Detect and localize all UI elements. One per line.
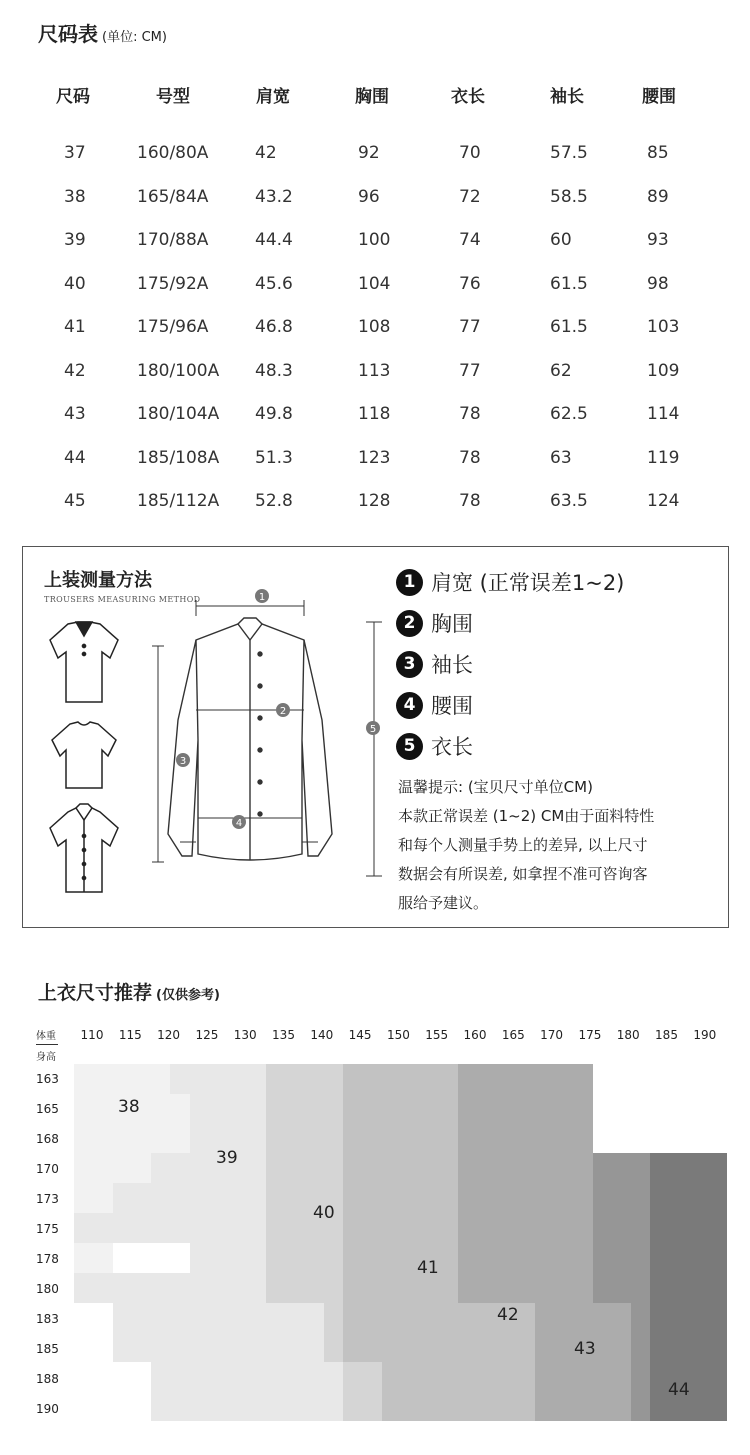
table-cell: 78 (459, 447, 481, 468)
table-cell: 124 (647, 491, 680, 511)
table-cell: 45.6 (255, 273, 293, 294)
table-cell: 76 (459, 273, 481, 294)
table-cell: 123 (358, 447, 391, 468)
weight-tick: 175 (578, 1028, 602, 1042)
number-badge-icon: 4 (396, 692, 423, 719)
table-cell: 45 (64, 491, 86, 511)
height-tick: 183 (36, 1312, 59, 1326)
weight-tick: 145 (348, 1028, 372, 1042)
table-cell: 160/80A (137, 143, 209, 163)
title-text: 尺码表 (38, 22, 98, 46)
weight-tick: 135 (272, 1028, 295, 1042)
weight-tick: 140 (310, 1028, 334, 1042)
table-cell: 44 (64, 447, 86, 468)
note-line: 本款正常误差 (1~2) CM由于面料特性 (398, 807, 655, 825)
height-tick: 185 (36, 1342, 59, 1356)
table-cell: 63 (550, 447, 572, 468)
table-header: 号型 (156, 87, 190, 107)
table-cell: 62 (550, 360, 572, 381)
weight-tick: 190 (693, 1028, 717, 1042)
table-cell: 43 (64, 404, 86, 424)
weight-tick: 170 (540, 1028, 564, 1042)
weight-tick: 115 (118, 1028, 142, 1042)
legend-label: 肩宽 (正常误差1~2) (431, 571, 625, 595)
table-cell: 58.5 (550, 186, 588, 207)
table-cell: 180/100A (137, 360, 220, 381)
measure-subtitle: TROUSERS MEASURING METHOD (44, 595, 201, 604)
table-header: 肩宽 (256, 87, 290, 107)
height-tick: 163 (36, 1072, 59, 1086)
title-unit: (单位: CM) (102, 30, 167, 45)
weight-tick: 125 (195, 1028, 219, 1042)
table-cell: 78 (459, 491, 481, 511)
table-cell: 57.5 (550, 143, 588, 163)
zone-size-label: 40 (313, 1203, 335, 1223)
table-cell: 113 (358, 360, 391, 381)
table-cell: 61.5 (550, 317, 588, 337)
table-cell: 51.3 (255, 447, 293, 468)
table-cell: 61.5 (550, 273, 588, 294)
table-header: 尺码 (56, 87, 90, 107)
zone-size-label: 43 (574, 1339, 596, 1359)
recommend-note: (仅供参考) (156, 988, 220, 1003)
table-cell: 77 (459, 317, 481, 337)
weight-tick: 185 (655, 1028, 678, 1042)
table-cell: 118 (358, 404, 391, 424)
legend-label: 袖长 (431, 653, 473, 677)
table-cell: 40 (64, 273, 86, 294)
note-line: 数据会有所误差, 如拿捏不准可咨询客 (398, 865, 648, 883)
legend-label: 腰围 (431, 694, 473, 718)
size-zone (74, 1273, 190, 1303)
table-cell: 41 (64, 317, 86, 337)
table-cell: 128 (358, 491, 391, 511)
marker-4-text: 4 (235, 818, 243, 829)
height-tick: 178 (36, 1252, 59, 1266)
height-tick: 173 (36, 1192, 59, 1206)
table-cell: 74 (459, 230, 481, 250)
table-cell: 180/104A (137, 404, 220, 424)
recommend-title-text: 上衣尺寸推荐 (38, 982, 153, 1004)
number-badge-icon: 1 (396, 569, 423, 596)
size-zone (631, 1303, 650, 1421)
height-tick: 188 (36, 1372, 59, 1386)
height-tick: 180 (36, 1282, 59, 1296)
table-cell: 48.3 (255, 360, 293, 381)
table-header: 胸围 (355, 87, 389, 107)
height-tick: 165 (36, 1102, 59, 1116)
number-badge-icon: 2 (396, 610, 423, 637)
table-cell: 62.5 (550, 404, 588, 424)
table-header: 腰围 (642, 87, 676, 107)
zone-size-label: 38 (118, 1097, 140, 1117)
table-cell: 114 (647, 404, 680, 424)
table-cell: 46.8 (255, 317, 293, 337)
table-cell: 108 (358, 317, 391, 337)
table-cell: 63.5 (550, 491, 588, 511)
height-tick: 190 (36, 1402, 59, 1416)
marker-3-text: 3 (179, 756, 187, 767)
table-cell: 37 (64, 143, 86, 163)
legend-label: 胸围 (431, 612, 473, 636)
table-cell: 96 (358, 186, 380, 207)
table-cell: 104 (358, 273, 391, 294)
number-badge-icon: 3 (396, 651, 423, 678)
weight-axis-label: 体重 (36, 1031, 56, 1042)
weight-tick: 180 (616, 1028, 640, 1042)
table-cell: 109 (647, 360, 680, 381)
table-cell: 98 (647, 273, 669, 294)
table-cell: 43.2 (255, 186, 293, 207)
table-cell: 175/96A (137, 317, 209, 337)
table-cell: 92 (358, 143, 380, 163)
table-header: 衣长 (451, 87, 485, 107)
note-line: 和每个人测量手势上的差异, 以上尺寸 (398, 836, 648, 854)
table-cell: 165/84A (137, 186, 209, 207)
height-tick: 170 (36, 1162, 59, 1176)
zone-size-label: 44 (668, 1380, 690, 1400)
table-cell: 72 (459, 186, 481, 207)
height-axis-label: 身高 (36, 1052, 56, 1063)
table-cell: 49.8 (255, 404, 293, 424)
size-zone (74, 1243, 113, 1273)
table-cell: 52.8 (255, 491, 293, 511)
table-cell: 38 (64, 186, 86, 207)
marker-5-text: 5 (369, 724, 377, 735)
weight-tick: 120 (157, 1028, 181, 1042)
table-cell: 103 (647, 317, 680, 337)
number-badge-icon: 5 (396, 733, 423, 760)
table-cell: 39 (64, 230, 86, 250)
note-line: 服给予建议。 (398, 894, 489, 912)
table-cell: 85 (647, 143, 669, 163)
weight-tick: 155 (425, 1028, 449, 1042)
table-cell: 185/112A (137, 491, 220, 511)
table-cell: 44.4 (255, 230, 293, 250)
table-cell: 78 (459, 404, 481, 424)
table-cell: 60 (550, 230, 572, 250)
table-cell: 70 (459, 143, 481, 163)
zone-size-label: 39 (216, 1148, 238, 1168)
table-cell: 77 (459, 360, 481, 381)
table-cell: 89 (647, 186, 669, 207)
weight-tick: 165 (501, 1028, 525, 1042)
table-cell: 175/92A (137, 273, 209, 294)
marker-1-text: 1 (258, 592, 266, 603)
note-line: 温馨提示: (宝贝尺寸单位CM) (398, 778, 593, 796)
table-cell: 42 (64, 360, 86, 381)
weight-tick: 130 (233, 1028, 257, 1042)
table-cell: 42 (255, 143, 277, 163)
height-tick: 168 (36, 1132, 59, 1146)
height-tick: 175 (36, 1222, 59, 1236)
table-cell: 119 (647, 447, 680, 468)
zone-size-label: 41 (417, 1258, 439, 1278)
table-cell: 170/88A (137, 230, 209, 250)
measure-title: 上装测量方法 (44, 570, 152, 591)
weight-tick: 160 (463, 1028, 487, 1042)
table-cell: 185/108A (137, 447, 220, 468)
marker-2-text: 2 (279, 706, 287, 717)
table-header: 袖长 (550, 87, 584, 107)
legend-label: 衣长 (431, 735, 473, 759)
weight-tick: 110 (80, 1028, 104, 1042)
weight-tick: 150 (386, 1028, 410, 1042)
table-cell: 100 (358, 230, 391, 250)
zone-size-label: 42 (497, 1305, 519, 1325)
table-cell: 93 (647, 230, 669, 250)
